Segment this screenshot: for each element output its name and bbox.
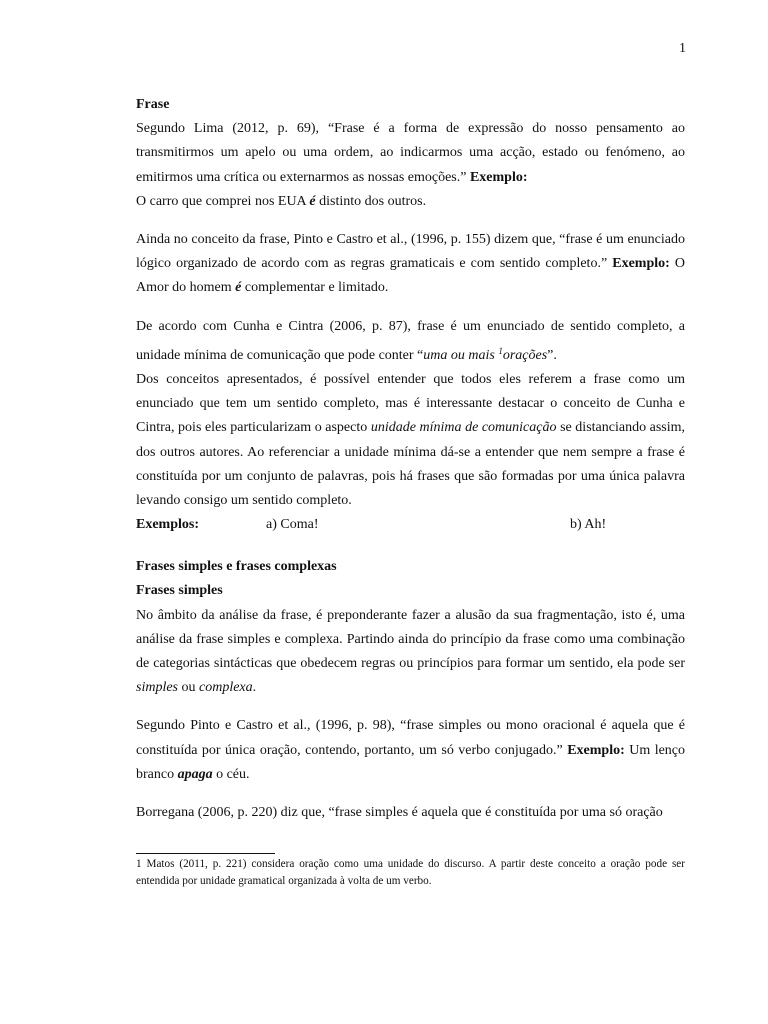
heading-frases-simples-complexas: Frases simples e frases complexas: [136, 559, 337, 575]
paragraph-text: ”.: [547, 347, 557, 363]
example-verb: é: [309, 193, 316, 209]
paragraph-text: No âmbito da análise da frase, é preponderante fazer a alusão da sua fragmentação, isto é, uma análise da frase simples e complexa. Partindo ainda do princípio da frase como uma combinação de categorias sintácticas que obedecem regras ou princípios para formar um sentido, ela pode ser: [136, 607, 685, 672]
examples-row: [136, 513, 685, 537]
example-verb: é: [235, 280, 242, 296]
example-label: Exemplo:: [612, 256, 670, 272]
paragraph-text: Segundo Pinto e Castro et al., (1996, p. 98), “frase simples ou mono oracional é aquela que é constituída por única oração, contendo, portanto, um só verbo conjugado.”: [136, 718, 685, 758]
example-b: b) Ah!: [570, 517, 607, 533]
quote-italic: uma ou mais: [423, 347, 495, 363]
paragraph-text: Dos conceitos apresentados, é possível entender que todos eles referem a frase como um enunciado que tem um sentido completo, mas é interessante destacar o conceito de Cunha e Cintra, pois eles particularizam o aspecto: [136, 372, 685, 436]
example-text: O Amor do homem: [136, 256, 685, 296]
example-label: Exemplo:: [567, 742, 625, 758]
paragraph-text: ou: [181, 680, 196, 696]
paragraph-text: Segundo Lima (2012, p. 69), “Frase é a forma de expressão do nosso pensamento ao transmitirmos um apelo ou uma ordem, ao indicarmos uma acção, estado ou fenómeno, ao emitirmos uma crítica ou externarmos as nossas emoções.”: [136, 121, 685, 185]
footnote: 1 Matos (2011, p. 221) considera oração como uma unidade do discurso. A partir deste conceito a oração pode ser entendida por unidade gramatical organizada à volta de um verbo.: [136, 858, 685, 887]
example-text: distinto dos outros.: [319, 193, 427, 209]
example-verb: apaga: [177, 766, 213, 782]
paragraph-frase-simples: [136, 714, 685, 787]
paragraph-cunha-cintra: [136, 315, 685, 368]
paragraph-text: se distanciando assim, dos outros autores. Ao referenciar a unidade mínima dá-se a entender que nem sempre a frase é constituída por um conjunto de palavras, pois há frases que são formadas por uma única palavra levando consigo um sentido completo.: [136, 420, 686, 509]
example-a: a) Coma!: [266, 517, 319, 533]
paragraph-text: .: [252, 680, 257, 696]
italic-term: simples: [136, 680, 178, 696]
example-sentence: [136, 190, 685, 214]
paragraph-borregana: Borregana (2006, p. 220) diz que, “frase simples é aquela que é constituída por uma só oração: [136, 805, 663, 821]
italic-term: complexa: [199, 680, 253, 696]
paragraph-analise: [136, 604, 685, 701]
paragraph-text: De acordo com Cunha e Cintra (2006, p. 87), frase é um enunciado de sentido completo, a unidade mínima de comunicação que pode conter “: [136, 318, 685, 363]
subheading-frases-simples: Frases simples: [136, 583, 223, 599]
example-text: complementar e limitado.: [244, 280, 389, 296]
examples-label: Exemplos:: [136, 517, 199, 533]
heading-frase: Frase: [136, 97, 170, 112]
paragraph-text: Ainda no conceito da frase, Pinto e Castro et al., (1996, p. 155) dizem que, “frase é um enunciado lógico organizado de acordo com as regras gramaticais e com sentido completo.”: [136, 232, 685, 272]
quote-italic: orações: [502, 347, 548, 363]
example-text: o céu.: [216, 766, 250, 782]
body-text: [136, 93, 685, 825]
italic-term: unidade mínima de comunicação: [370, 420, 557, 436]
footnote-separator: [136, 853, 275, 854]
example-label: Exemplo:: [469, 169, 528, 185]
example-text: Um lenço branco: [136, 742, 686, 782]
paragraph-pinto-castro: [136, 228, 685, 301]
example-text: O carro que comprei nos EUA: [136, 193, 306, 209]
footnote-ref: 1: [498, 345, 503, 356]
paragraph-lima: [136, 117, 685, 190]
paragraph-conceitos: [136, 368, 685, 513]
page-number: 1: [679, 41, 686, 56]
